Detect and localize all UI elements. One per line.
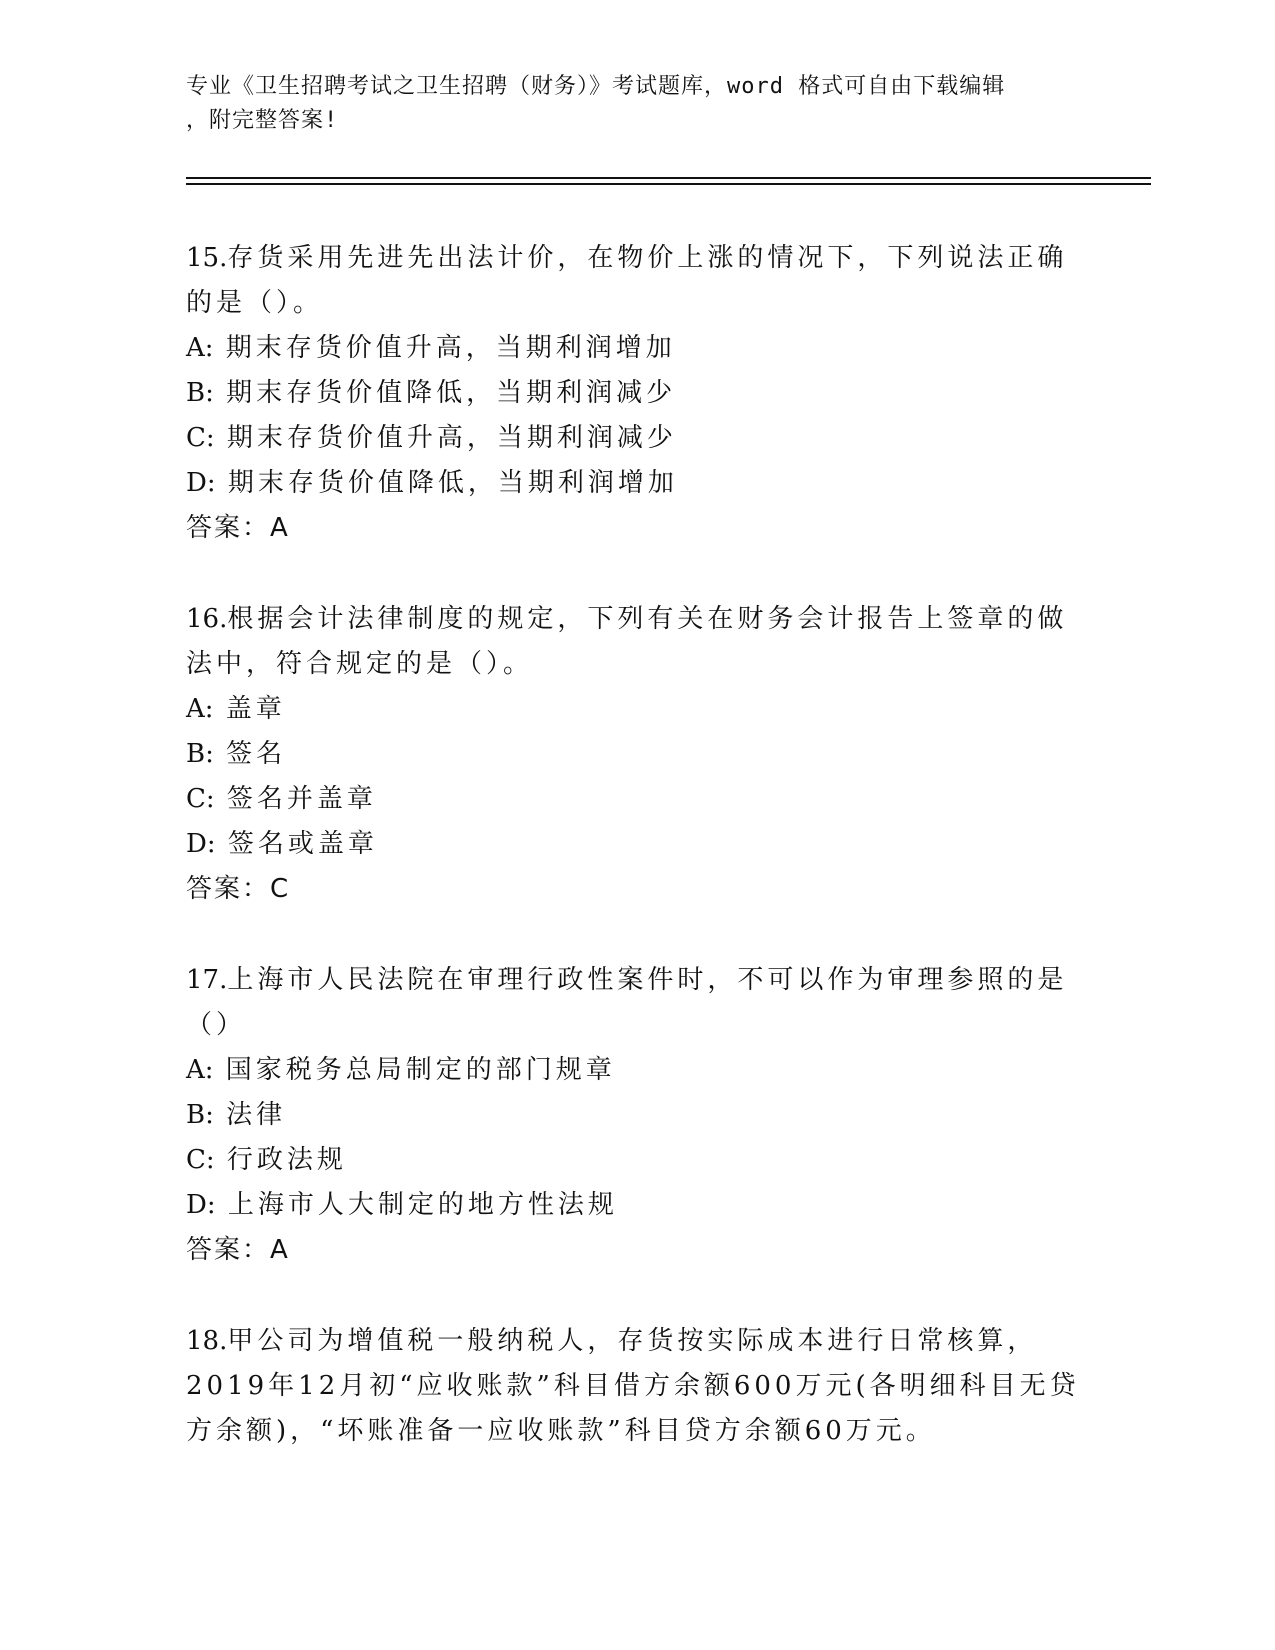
option-text: 期末存货价值降低，当期利润减少: [213, 378, 677, 408]
option-text: 签名或盖章: [215, 829, 378, 859]
option-letter: B:: [186, 1100, 214, 1130]
option-letter: C:: [186, 784, 215, 814]
option-a: [186, 687, 1086, 732]
question-text: 上海市人民法院在审理行政性案件时，不可以作为审理参照的是（）: [186, 965, 1068, 1040]
option-d: [186, 461, 1086, 506]
option-letter: D:: [186, 468, 216, 498]
option-text: 期末存货价值降低，当期利润增加: [215, 468, 678, 498]
option-text: 期末存货价值升高，当期利润增加: [213, 333, 676, 363]
question-text: 存货采用先进先出法计价，在物价上涨的情况下，下列说法正确的是（）。: [186, 243, 1068, 318]
question-18: [186, 1319, 1086, 1454]
option-letter: B:: [186, 378, 214, 408]
option-letter: B:: [186, 739, 214, 769]
question-number: 18.: [186, 1326, 228, 1356]
header-divider-top: [186, 177, 1151, 179]
question-stem: [186, 597, 1086, 687]
option-text: 行政法规: [214, 1145, 347, 1175]
option-b: [186, 371, 1086, 416]
question-15: [186, 236, 1086, 551]
answer-line: 答案：A: [186, 513, 290, 543]
question-list: [186, 236, 1086, 1500]
answer-line: 答案：A: [186, 1235, 290, 1265]
option-text: 国家税务总局制定的部门规章: [213, 1055, 616, 1085]
option-text: 盖章: [213, 694, 286, 724]
header-line-2: ，附完整答案!: [186, 108, 339, 133]
question-number: 17.: [186, 965, 228, 995]
option-letter: A:: [186, 1055, 214, 1085]
option-text: 签名并盖章: [214, 784, 377, 814]
header-line-1: 专业《卫生招聘考试之卫生招聘（财务）》考试题库，word 格式可自由下载编辑: [186, 74, 1006, 99]
option-c: [186, 416, 1086, 461]
option-text: 期末存货价值升高，当期利润减少: [214, 423, 677, 453]
question-number: 16.: [186, 604, 228, 634]
header-divider-bottom: [186, 183, 1151, 185]
option-a: [186, 1048, 1086, 1093]
question-stem: [186, 1319, 1086, 1454]
question-stem: [186, 958, 1086, 1048]
question-number: 15.: [186, 243, 228, 273]
document-header: [186, 70, 1066, 138]
option-letter: A:: [186, 333, 214, 363]
question-16: [186, 597, 1086, 912]
option-b: [186, 732, 1086, 777]
option-c: [186, 777, 1086, 822]
option-text: 法律: [213, 1100, 287, 1130]
question-17: [186, 958, 1086, 1273]
question-text: 甲公司为增值税一般纳税人，存货按实际成本进行日常核算，2019年12月初“应收账款”科目借方余额600万元(各明细科目无贷方余额)，“坏账准备一应收账款”科目贷方余额60万元。: [186, 1326, 1080, 1446]
question-text: 根据会计法律制度的规定，下列有关在财务会计报告上签章的做法中，符合规定的是（）。: [186, 604, 1068, 679]
option-letter: C:: [186, 423, 215, 453]
option-d: [186, 822, 1086, 867]
option-d: [186, 1183, 1086, 1228]
option-a: [186, 326, 1086, 371]
option-letter: D:: [186, 829, 216, 859]
option-letter: D:: [186, 1190, 216, 1220]
option-letter: C:: [186, 1145, 215, 1175]
answer-line: 答案：C: [186, 874, 291, 904]
option-text: 上海市人大制定的地方性法规: [215, 1190, 618, 1220]
option-c: [186, 1138, 1086, 1183]
option-b: [186, 1093, 1086, 1138]
option-letter: A:: [186, 694, 214, 724]
option-text: 签名: [213, 739, 287, 769]
question-stem: [186, 236, 1086, 326]
